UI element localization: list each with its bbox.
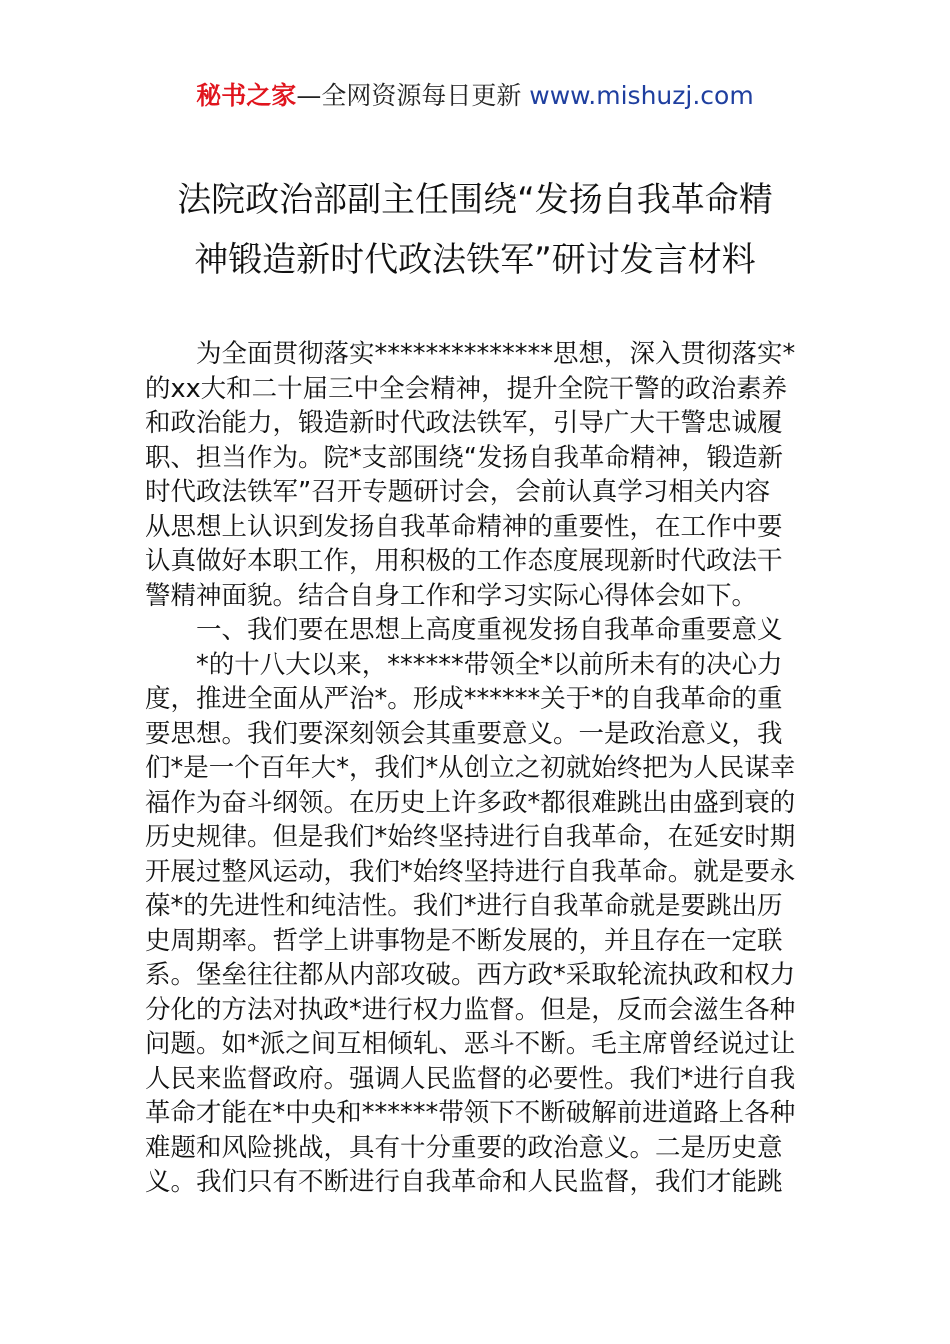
section-heading: 一、我们要在思想上高度重视发扬自我革命重要意义: [145, 615, 783, 645]
body-line: *的十八大以来，******带领全*以前所未有的决心力: [145, 649, 783, 680]
body-line: 问题。如*派之间互相倾轧、恶斗不断。毛主席曾经说过让: [145, 1029, 796, 1059]
body-line: 度，推进全面从严治*。形成******关于*的自我革命的重: [145, 684, 783, 714]
body-line: 史周期率。哲学上讲事物是不断发展的，并且存在一定联: [145, 925, 783, 956]
body-line: 人民来监督政府。强调人民监督的必要性。我们*进行自我: [145, 1063, 796, 1094]
document-body: [145, 337, 811, 1200]
title-line-1: 法院政治部副主任围绕“发扬自我革命精: [177, 180, 773, 220]
body-line: 认真做好本职工作，用积极的工作态度展现新时代政法干: [145, 546, 783, 576]
body-line: 葆*的先进性和纯洁性。我们*进行自我革命就是要跳出历: [145, 891, 783, 921]
body-line: 要思想。我们要深刻领会其重要意义。一是政治意义，我: [145, 718, 783, 749]
site-url-link[interactable]: www.mishuzj.com: [529, 81, 754, 110]
body-line: 时代政法铁军”召开专题研讨会，会前认真学习相关内容: [145, 477, 771, 507]
body-line: 分化的方法对执政*进行权力监督。但是，反而会滋生各种: [145, 994, 796, 1025]
body-line: 革命才能在*中央和******带领下不断破解前进道路上各种: [145, 1098, 796, 1128]
body-line: 系。堡垒往往都从内部攻破。西方政*采取轮流执政和权力: [145, 960, 796, 990]
body-line: 义。我们只有不断进行自我革命和人民监督，我们才能跳: [145, 1167, 783, 1197]
body-line: 警精神面貌。结合自身工作和学习实际心得体会如下。: [145, 580, 758, 611]
body-line: 福作为奋斗纲领。在历史上许多政*都很难跳出由盛到衰的: [145, 787, 796, 818]
body-line: 和政治能力，锻造新时代政法铁军，引导广大干警忠诚履: [145, 408, 783, 438]
body-line: 开展过整风运动，我们*始终坚持进行自我革命。就是要永: [145, 856, 796, 887]
site-header: [0, 80, 950, 112]
title-line-2: 神锻造新时代政法铁军”研讨发言材料: [194, 240, 756, 280]
body-line: 为全面贯彻落实**************思想，深入贯彻落实*: [145, 339, 796, 369]
body-line: 从思想上认识到发扬自我革命精神的重要性，在工作中要: [145, 511, 783, 542]
body-line: 历史规律。但是我们*始终坚持进行自我革命，在延安时期: [145, 822, 796, 852]
body-line: 的xx大和二十届三中全会精神，提升全院干警的政治素养: [145, 373, 788, 404]
body-line: 职、担当作为。院*支部围绕“发扬自我革命精神，锻造新: [145, 442, 783, 473]
document-title: [0, 170, 950, 290]
brand-name: 秘书之家: [196, 81, 297, 110]
body-line: 难题和风险挑战，具有十分重要的政治意义。二是历史意: [145, 1132, 783, 1163]
body-line: 们*是一个百年大*，我们*从创立之初就始终把为人民谋幸: [145, 753, 796, 783]
header-tagline: —全网资源每日更新: [296, 81, 530, 110]
